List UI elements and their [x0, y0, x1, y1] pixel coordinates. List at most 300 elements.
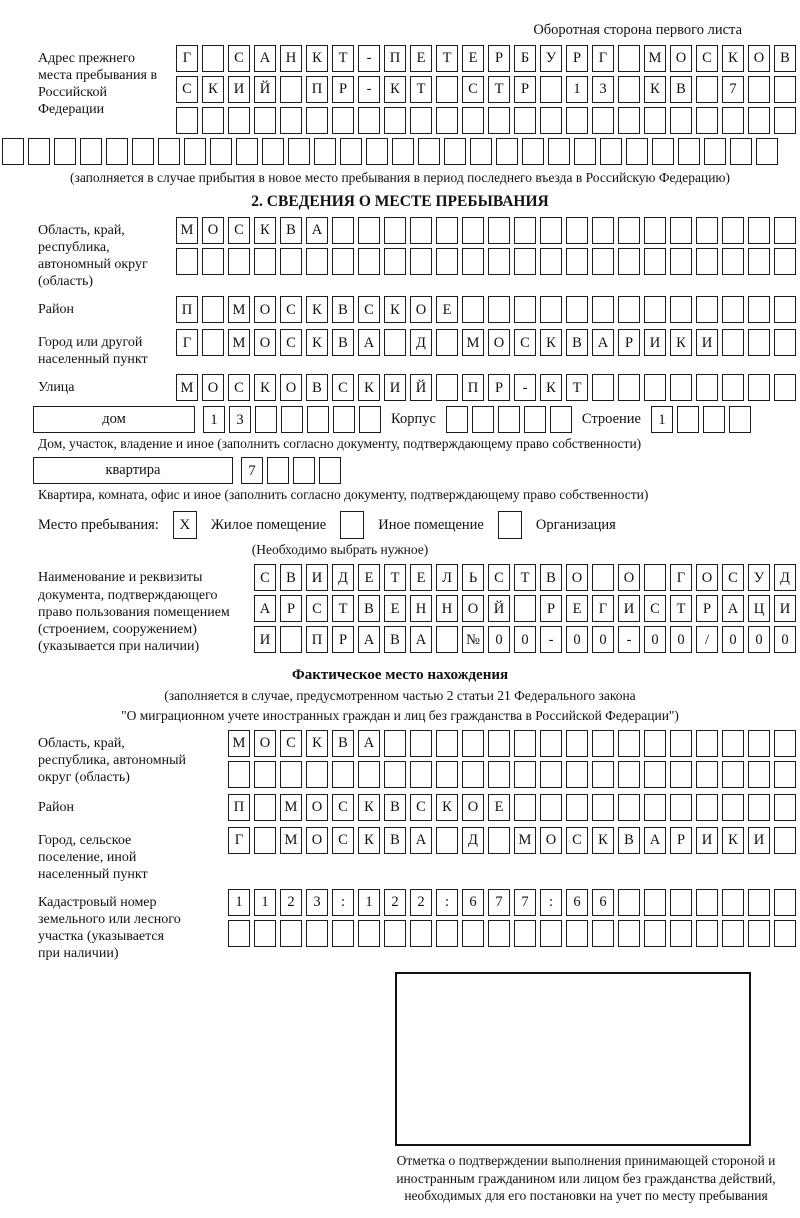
char-cell[interactable] [566, 920, 588, 947]
char-cell[interactable]: Е [410, 564, 432, 591]
char-cell[interactable] [436, 626, 458, 653]
char-cell[interactable]: С [722, 564, 744, 591]
char-cell[interactable]: 0 [748, 626, 770, 653]
char-cell[interactable] [670, 217, 692, 244]
char-cell[interactable] [644, 217, 666, 244]
char-cell[interactable] [748, 374, 770, 401]
char-cell[interactable] [314, 138, 336, 165]
char-cell[interactable] [618, 761, 640, 788]
char-cell[interactable] [600, 138, 622, 165]
char-cell[interactable] [592, 761, 614, 788]
char-cell[interactable] [748, 730, 770, 757]
char-cell[interactable] [722, 761, 744, 788]
char-cell[interactable] [774, 76, 796, 103]
char-cell[interactable] [774, 761, 796, 788]
char-cell[interactable] [280, 920, 302, 947]
char-cell[interactable]: Т [410, 76, 432, 103]
char-cell[interactable]: А [306, 217, 328, 244]
char-cell[interactable] [696, 730, 718, 757]
prev-address-row-2[interactable] [176, 76, 796, 103]
char-cell[interactable]: - [618, 626, 640, 653]
char-cell[interactable]: А [722, 595, 744, 622]
char-cell[interactable] [436, 730, 458, 757]
char-cell[interactable] [340, 138, 362, 165]
char-cell[interactable]: А [644, 827, 666, 854]
char-cell[interactable] [496, 138, 518, 165]
char-cell[interactable] [618, 889, 640, 916]
char-cell[interactable]: В [384, 626, 406, 653]
char-cell[interactable] [618, 107, 640, 134]
char-cell[interactable] [592, 296, 614, 323]
char-cell[interactable] [488, 827, 510, 854]
char-cell[interactable]: С [644, 595, 666, 622]
char-cell[interactable]: Е [462, 45, 484, 72]
char-cell[interactable]: Е [436, 296, 458, 323]
char-cell[interactable] [306, 107, 328, 134]
char-cell[interactable]: В [332, 296, 354, 323]
char-cell[interactable]: О [566, 564, 588, 591]
char-cell[interactable] [748, 296, 770, 323]
char-cell[interactable] [462, 761, 484, 788]
char-cell[interactable]: 0 [644, 626, 666, 653]
char-cell[interactable] [514, 248, 536, 275]
stroenie-cells[interactable] [651, 406, 751, 433]
char-cell[interactable] [652, 138, 674, 165]
district-row[interactable] [176, 296, 796, 323]
char-cell[interactable]: К [592, 827, 614, 854]
char-cell[interactable] [618, 794, 640, 821]
char-cell[interactable]: О [254, 329, 276, 356]
apartment-number-cells[interactable] [241, 457, 341, 484]
char-cell[interactable] [280, 761, 302, 788]
char-cell[interactable] [254, 248, 276, 275]
char-cell[interactable]: 3 [592, 76, 614, 103]
char-cell[interactable] [670, 107, 692, 134]
char-cell[interactable]: 7 [241, 457, 263, 484]
char-cell[interactable] [670, 920, 692, 947]
char-cell[interactable] [472, 406, 494, 433]
char-cell[interactable] [462, 107, 484, 134]
city-row[interactable] [176, 329, 796, 356]
char-cell[interactable] [592, 730, 614, 757]
char-cell[interactable]: Н [280, 45, 302, 72]
char-cell[interactable] [696, 889, 718, 916]
char-cell[interactable] [488, 730, 510, 757]
char-cell[interactable]: Р [332, 626, 354, 653]
char-cell[interactable]: 2 [280, 889, 302, 916]
char-cell[interactable]: 1 [566, 76, 588, 103]
char-cell[interactable] [748, 889, 770, 916]
char-cell[interactable] [488, 761, 510, 788]
char-cell[interactable]: П [306, 626, 328, 653]
char-cell[interactable] [748, 329, 770, 356]
char-cell[interactable]: К [384, 296, 406, 323]
char-cell[interactable] [566, 107, 588, 134]
char-cell[interactable] [592, 248, 614, 275]
char-cell[interactable] [446, 406, 468, 433]
char-cell[interactable] [436, 217, 458, 244]
region-row-1[interactable] [176, 217, 796, 244]
char-cell[interactable]: Р [280, 595, 302, 622]
char-cell[interactable] [488, 217, 510, 244]
char-cell[interactable]: Т [384, 564, 406, 591]
char-cell[interactable]: В [540, 564, 562, 591]
char-cell[interactable] [332, 107, 354, 134]
char-cell[interactable]: Г [670, 564, 692, 591]
prev-address-row-1[interactable] [176, 45, 796, 72]
char-cell[interactable]: С [306, 595, 328, 622]
char-cell[interactable]: 1 [228, 889, 250, 916]
char-cell[interactable]: Р [540, 595, 562, 622]
char-cell[interactable] [566, 217, 588, 244]
char-cell[interactable] [644, 920, 666, 947]
char-cell[interactable] [644, 248, 666, 275]
char-cell[interactable] [410, 107, 432, 134]
char-cell[interactable]: А [410, 626, 432, 653]
char-cell[interactable]: С [332, 794, 354, 821]
char-cell[interactable] [774, 329, 796, 356]
char-cell[interactable]: У [540, 45, 562, 72]
char-cell[interactable] [306, 761, 328, 788]
char-cell[interactable]: Д [410, 329, 432, 356]
char-cell[interactable]: О [696, 564, 718, 591]
char-cell[interactable]: С [332, 827, 354, 854]
char-cell[interactable] [306, 248, 328, 275]
char-cell[interactable]: 2 [410, 889, 432, 916]
char-cell[interactable] [670, 374, 692, 401]
char-cell[interactable]: Р [488, 45, 510, 72]
char-cell[interactable]: Т [670, 595, 692, 622]
char-cell[interactable] [132, 138, 154, 165]
char-cell[interactable]: У [748, 564, 770, 591]
char-cell[interactable] [436, 374, 458, 401]
char-cell[interactable] [748, 920, 770, 947]
char-cell[interactable] [722, 107, 744, 134]
char-cell[interactable]: 0 [566, 626, 588, 653]
street-row[interactable] [176, 374, 796, 401]
char-cell[interactable] [184, 138, 206, 165]
actual-region-row-2[interactable] [228, 761, 796, 788]
char-cell[interactable] [410, 761, 432, 788]
char-cell[interactable] [332, 761, 354, 788]
char-cell[interactable] [618, 730, 640, 757]
char-cell[interactable] [280, 626, 302, 653]
char-cell[interactable] [644, 761, 666, 788]
char-cell[interactable]: К [540, 329, 562, 356]
stay-type-checkbox-organization[interactable] [498, 511, 522, 539]
char-cell[interactable] [202, 248, 224, 275]
char-cell[interactable]: О [410, 296, 432, 323]
char-cell[interactable]: Т [566, 374, 588, 401]
char-cell[interactable] [436, 920, 458, 947]
char-cell[interactable] [254, 107, 276, 134]
char-cell[interactable] [307, 406, 329, 433]
char-cell[interactable] [722, 730, 744, 757]
char-cell[interactable]: Е [566, 595, 588, 622]
char-cell[interactable] [618, 76, 640, 103]
char-cell[interactable] [332, 920, 354, 947]
region-row-2[interactable] [176, 248, 796, 275]
char-cell[interactable] [436, 761, 458, 788]
char-cell[interactable]: В [332, 329, 354, 356]
char-cell[interactable]: Д [774, 564, 796, 591]
char-cell[interactable]: Т [488, 76, 510, 103]
char-cell[interactable] [670, 296, 692, 323]
char-cell[interactable] [774, 889, 796, 916]
char-cell[interactable]: О [202, 217, 224, 244]
char-cell[interactable] [644, 889, 666, 916]
char-cell[interactable]: К [540, 374, 562, 401]
char-cell[interactable]: И [306, 564, 328, 591]
char-cell[interactable] [566, 761, 588, 788]
char-cell[interactable]: В [280, 564, 302, 591]
char-cell[interactable]: О [254, 730, 276, 757]
char-cell[interactable] [410, 248, 432, 275]
char-cell[interactable] [670, 730, 692, 757]
char-cell[interactable] [358, 761, 380, 788]
prev-address-row-3[interactable] [176, 107, 796, 134]
char-cell[interactable]: Л [436, 564, 458, 591]
char-cell[interactable]: М [280, 794, 302, 821]
char-cell[interactable]: К [306, 329, 328, 356]
char-cell[interactable] [436, 329, 458, 356]
document-row-3[interactable] [254, 626, 796, 653]
char-cell[interactable] [410, 217, 432, 244]
char-cell[interactable] [722, 374, 744, 401]
char-cell[interactable]: Р [488, 374, 510, 401]
char-cell[interactable]: Р [670, 827, 692, 854]
char-cell[interactable] [678, 138, 700, 165]
char-cell[interactable]: М [228, 329, 250, 356]
char-cell[interactable]: О [306, 827, 328, 854]
stay-type-checkbox-residential[interactable]: X [173, 511, 197, 539]
char-cell[interactable] [280, 248, 302, 275]
char-cell[interactable] [176, 107, 198, 134]
char-cell[interactable] [410, 730, 432, 757]
char-cell[interactable]: 0 [488, 626, 510, 653]
char-cell[interactable]: И [696, 827, 718, 854]
char-cell[interactable]: Д [462, 827, 484, 854]
char-cell[interactable] [774, 296, 796, 323]
char-cell[interactable] [644, 296, 666, 323]
char-cell[interactable]: В [618, 827, 640, 854]
char-cell[interactable]: М [228, 296, 250, 323]
char-cell[interactable] [444, 138, 466, 165]
char-cell[interactable] [267, 457, 289, 484]
char-cell[interactable] [748, 794, 770, 821]
char-cell[interactable]: В [670, 76, 692, 103]
char-cell[interactable]: М [462, 329, 484, 356]
char-cell[interactable]: К [358, 374, 380, 401]
char-cell[interactable] [670, 761, 692, 788]
char-cell[interactable]: К [306, 296, 328, 323]
house-number-cells[interactable] [203, 406, 381, 433]
char-cell[interactable] [722, 296, 744, 323]
char-cell[interactable]: И [384, 374, 406, 401]
char-cell[interactable] [288, 138, 310, 165]
char-cell[interactable] [384, 107, 406, 134]
char-cell[interactable] [522, 138, 544, 165]
char-cell[interactable] [748, 248, 770, 275]
char-cell[interactable] [774, 248, 796, 275]
char-cell[interactable]: : [332, 889, 354, 916]
char-cell[interactable]: : [436, 889, 458, 916]
char-cell[interactable] [592, 564, 614, 591]
char-cell[interactable]: Т [332, 595, 354, 622]
char-cell[interactable] [618, 374, 640, 401]
house-type-box[interactable]: дом [33, 406, 195, 433]
char-cell[interactable] [358, 107, 380, 134]
char-cell[interactable] [488, 248, 510, 275]
char-cell[interactable] [774, 920, 796, 947]
char-cell[interactable] [384, 730, 406, 757]
char-cell[interactable] [462, 920, 484, 947]
char-cell[interactable]: К [384, 76, 406, 103]
char-cell[interactable]: Г [592, 45, 614, 72]
char-cell[interactable]: К [358, 827, 380, 854]
char-cell[interactable]: Т [332, 45, 354, 72]
char-cell[interactable] [488, 920, 510, 947]
char-cell[interactable]: Р [514, 76, 536, 103]
char-cell[interactable]: К [254, 374, 276, 401]
char-cell[interactable]: А [410, 827, 432, 854]
char-cell[interactable] [106, 138, 128, 165]
char-cell[interactable] [696, 920, 718, 947]
char-cell[interactable]: А [358, 730, 380, 757]
char-cell[interactable] [540, 248, 562, 275]
char-cell[interactable] [592, 107, 614, 134]
char-cell[interactable] [462, 217, 484, 244]
char-cell[interactable] [774, 374, 796, 401]
char-cell[interactable]: П [176, 296, 198, 323]
char-cell[interactable]: С [488, 564, 510, 591]
char-cell[interactable]: Й [410, 374, 432, 401]
char-cell[interactable] [696, 761, 718, 788]
char-cell[interactable]: П [306, 76, 328, 103]
char-cell[interactable] [540, 730, 562, 757]
char-cell[interactable] [254, 827, 276, 854]
char-cell[interactable] [644, 564, 666, 591]
char-cell[interactable] [748, 217, 770, 244]
char-cell[interactable]: О [670, 45, 692, 72]
char-cell[interactable]: В [566, 329, 588, 356]
char-cell[interactable] [748, 761, 770, 788]
char-cell[interactable]: А [358, 626, 380, 653]
char-cell[interactable] [574, 138, 596, 165]
char-cell[interactable]: К [722, 45, 744, 72]
char-cell[interactable]: А [254, 595, 276, 622]
cadastral-row-1[interactable] [228, 889, 796, 916]
char-cell[interactable]: С [358, 296, 380, 323]
char-cell[interactable]: 6 [592, 889, 614, 916]
char-cell[interactable] [696, 217, 718, 244]
char-cell[interactable] [436, 107, 458, 134]
char-cell[interactable]: В [384, 794, 406, 821]
char-cell[interactable] [626, 138, 648, 165]
char-cell[interactable]: С [254, 564, 276, 591]
prev-address-row-4[interactable] [2, 138, 798, 165]
char-cell[interactable] [774, 107, 796, 134]
char-cell[interactable]: О [488, 329, 510, 356]
char-cell[interactable] [228, 107, 250, 134]
char-cell[interactable]: О [618, 564, 640, 591]
char-cell[interactable] [540, 217, 562, 244]
char-cell[interactable]: И [644, 329, 666, 356]
char-cell[interactable]: Н [436, 595, 458, 622]
char-cell[interactable] [28, 138, 50, 165]
char-cell[interactable]: Р [332, 76, 354, 103]
actual-district-row[interactable] [228, 794, 796, 821]
char-cell[interactable]: Е [410, 45, 432, 72]
char-cell[interactable] [54, 138, 76, 165]
char-cell[interactable]: Н [410, 595, 432, 622]
char-cell[interactable] [462, 730, 484, 757]
char-cell[interactable] [566, 794, 588, 821]
char-cell[interactable] [359, 406, 381, 433]
char-cell[interactable]: : [540, 889, 562, 916]
char-cell[interactable]: П [384, 45, 406, 72]
char-cell[interactable] [514, 794, 536, 821]
char-cell[interactable] [236, 138, 258, 165]
char-cell[interactable]: О [462, 595, 484, 622]
char-cell[interactable] [384, 217, 406, 244]
char-cell[interactable] [332, 248, 354, 275]
char-cell[interactable]: 7 [488, 889, 510, 916]
char-cell[interactable]: 2 [384, 889, 406, 916]
char-cell[interactable] [592, 794, 614, 821]
char-cell[interactable]: В [280, 217, 302, 244]
char-cell[interactable] [514, 920, 536, 947]
char-cell[interactable]: М [228, 730, 250, 757]
char-cell[interactable]: 1 [254, 889, 276, 916]
char-cell[interactable]: В [384, 827, 406, 854]
korpus-cells[interactable] [446, 406, 572, 433]
char-cell[interactable] [384, 920, 406, 947]
char-cell[interactable]: 3 [229, 406, 251, 433]
char-cell[interactable]: С [228, 217, 250, 244]
char-cell[interactable]: К [436, 794, 458, 821]
char-cell[interactable] [280, 76, 302, 103]
char-cell[interactable]: Е [488, 794, 510, 821]
char-cell[interactable]: О [306, 794, 328, 821]
char-cell[interactable] [644, 374, 666, 401]
char-cell[interactable]: Р [696, 595, 718, 622]
char-cell[interactable] [540, 296, 562, 323]
char-cell[interactable]: П [462, 374, 484, 401]
char-cell[interactable]: К [306, 730, 328, 757]
char-cell[interactable] [677, 406, 699, 433]
char-cell[interactable]: К [358, 794, 380, 821]
char-cell[interactable]: И [748, 827, 770, 854]
char-cell[interactable] [262, 138, 284, 165]
char-cell[interactable] [202, 107, 224, 134]
char-cell[interactable]: К [670, 329, 692, 356]
char-cell[interactable]: С [280, 329, 302, 356]
char-cell[interactable] [540, 107, 562, 134]
char-cell[interactable] [410, 920, 432, 947]
char-cell[interactable] [748, 76, 770, 103]
char-cell[interactable]: 0 [592, 626, 614, 653]
char-cell[interactable] [488, 107, 510, 134]
char-cell[interactable]: 0 [514, 626, 536, 653]
char-cell[interactable]: К [722, 827, 744, 854]
char-cell[interactable] [514, 296, 536, 323]
char-cell[interactable]: Ц [748, 595, 770, 622]
char-cell[interactable] [384, 248, 406, 275]
char-cell[interactable] [498, 406, 520, 433]
char-cell[interactable] [462, 248, 484, 275]
char-cell[interactable]: 1 [358, 889, 380, 916]
